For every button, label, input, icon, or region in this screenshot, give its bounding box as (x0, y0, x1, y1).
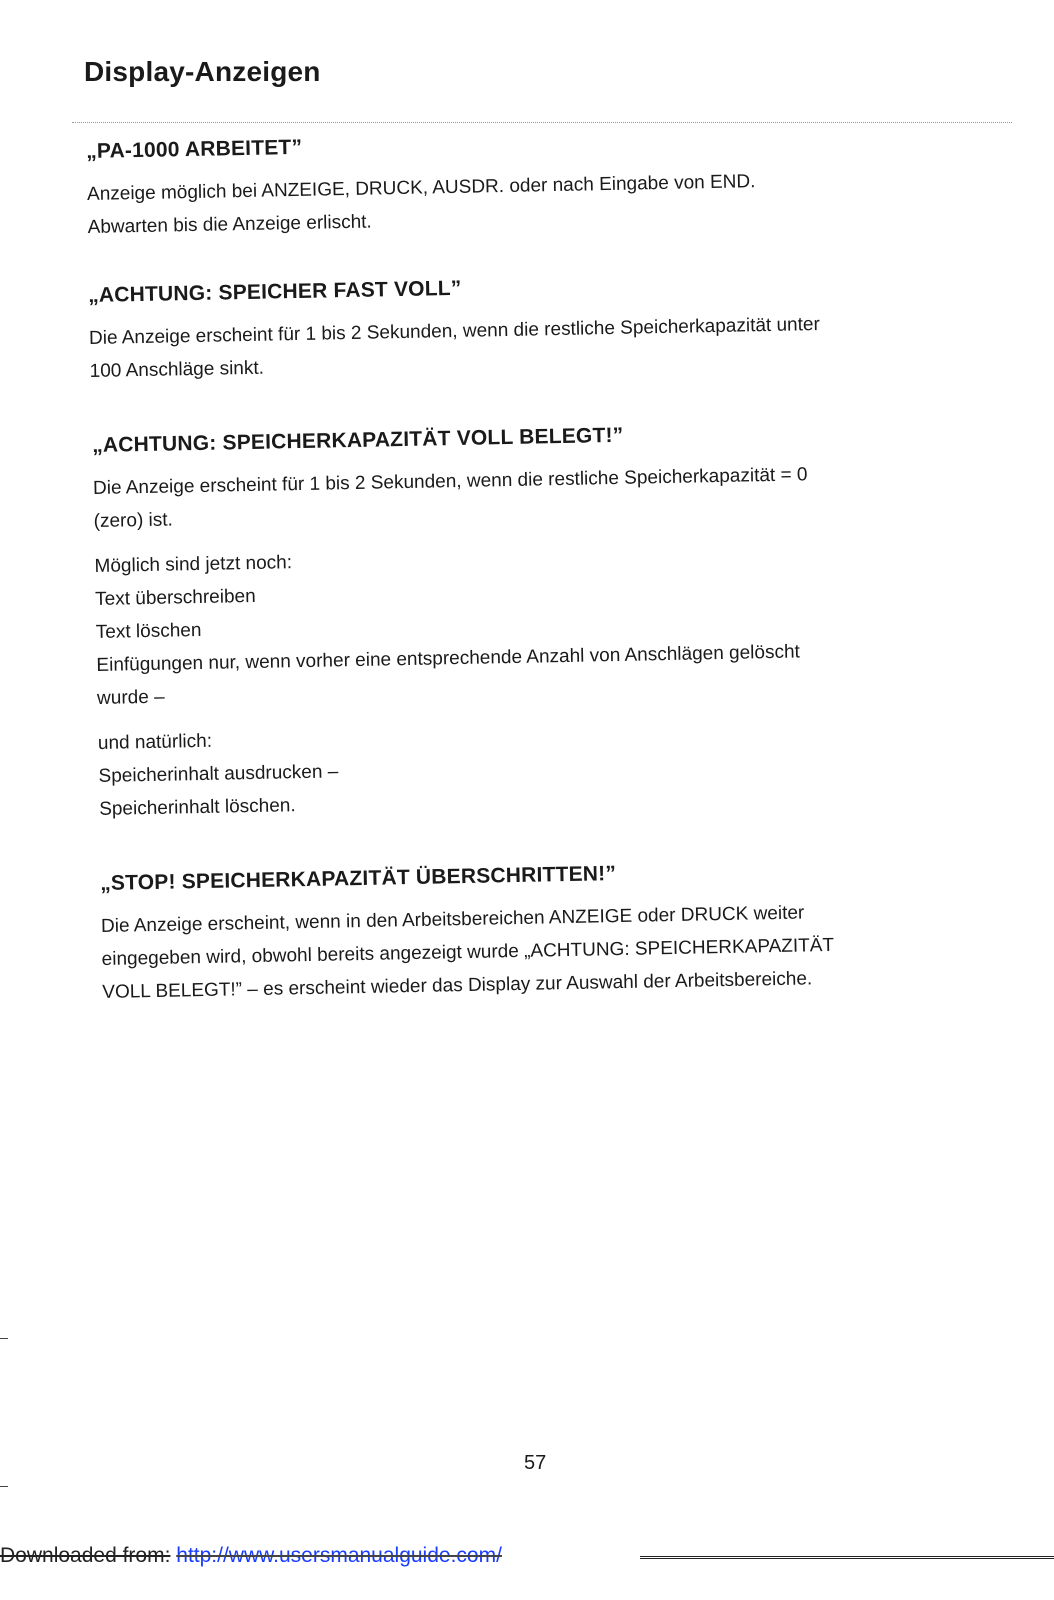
header-divider (72, 122, 1012, 123)
section-paragraph (98, 710, 970, 826)
section-paragraph (94, 533, 967, 715)
text-line: Die Anzeige erscheint für 1 bis 2 Sekunden, wenn die restliche Speicherkapazität unter (88, 313, 821, 349)
page-number: 57 (524, 1452, 547, 1474)
text-line: Einfügungen nur, wenn vorher eine entsprechende Anzahl von Anschlägen gelöscht (96, 641, 801, 676)
scan-edge-mark (0, 1338, 8, 1339)
footer-rule (640, 1556, 1054, 1559)
text-line: Text löschen (95, 619, 202, 643)
section-paragraph (87, 161, 958, 244)
section-heading: „PA-1000 ARBEITET” (86, 135, 303, 163)
scan-edge-mark (0, 1486, 8, 1487)
text-line: Speicherinhalt löschen. (99, 795, 296, 820)
footer-link[interactable]: http://www.usersmanualguide.com/ (176, 1544, 502, 1567)
section-speicherkapazitaet-voll (92, 417, 970, 838)
text-line: Speicherinhalt ausdrucken – (98, 761, 339, 787)
download-footer (0, 1544, 1054, 1584)
section-paragraph (89, 305, 960, 388)
text-line: 100 Anschläge sinkt. (89, 357, 265, 382)
text-line: Anzeige möglich bei ANZEIGE, DRUCK, AUSDR. oder nach Eingabe von END. (86, 171, 756, 205)
text-line: VOLL BELEGT!” – es erscheint wieder das Display zur Auswahl der Arbeitsbereiche. (102, 968, 813, 1003)
footer-prefix: Downloaded from: (0, 1544, 171, 1567)
text-line: eingegeben wird, obwohl bereits angezeigt wurde „ACHTUNG: SPEICHERKAPAZITÄT (101, 934, 835, 970)
section-paragraph (101, 893, 973, 1009)
section-heading: „ACHTUNG: SPEICHER FAST VOLL” (88, 276, 462, 307)
section-pa1000-arbeitet (86, 123, 958, 256)
section-speicher-fast-voll (88, 267, 960, 400)
text-line: Möglich sind jetzt noch: (94, 552, 293, 577)
section-paragraph (93, 455, 964, 538)
section-stop-ueberschritten (100, 855, 973, 1021)
text-line: Abwarten bis die Anzeige erlischt. (87, 211, 372, 238)
page-title: Display-Anzeigen (84, 56, 321, 87)
text-line: Die Anzeige erscheint, wenn in den Arbeitsbereichen ANZEIGE oder DRUCK weiter (100, 902, 805, 937)
text-line: Die Anzeige erscheint für 1 bis 2 Sekunden, wenn die restliche Speicherkapazität = 0 (92, 464, 808, 499)
text-line: (zero) ist. (93, 509, 174, 532)
text-line: und natürlich: (97, 730, 213, 754)
text-line: Text überschreiben (94, 585, 256, 610)
text-line: wurde – (96, 686, 165, 709)
section-heading: „ACHTUNG: SPEICHERKAPAZITÄT VOLL BELEGT!” (92, 423, 624, 457)
section-heading: „STOP! SPEICHERKAPAZITÄT ÜBERSCHRITTEN!” (100, 862, 617, 895)
